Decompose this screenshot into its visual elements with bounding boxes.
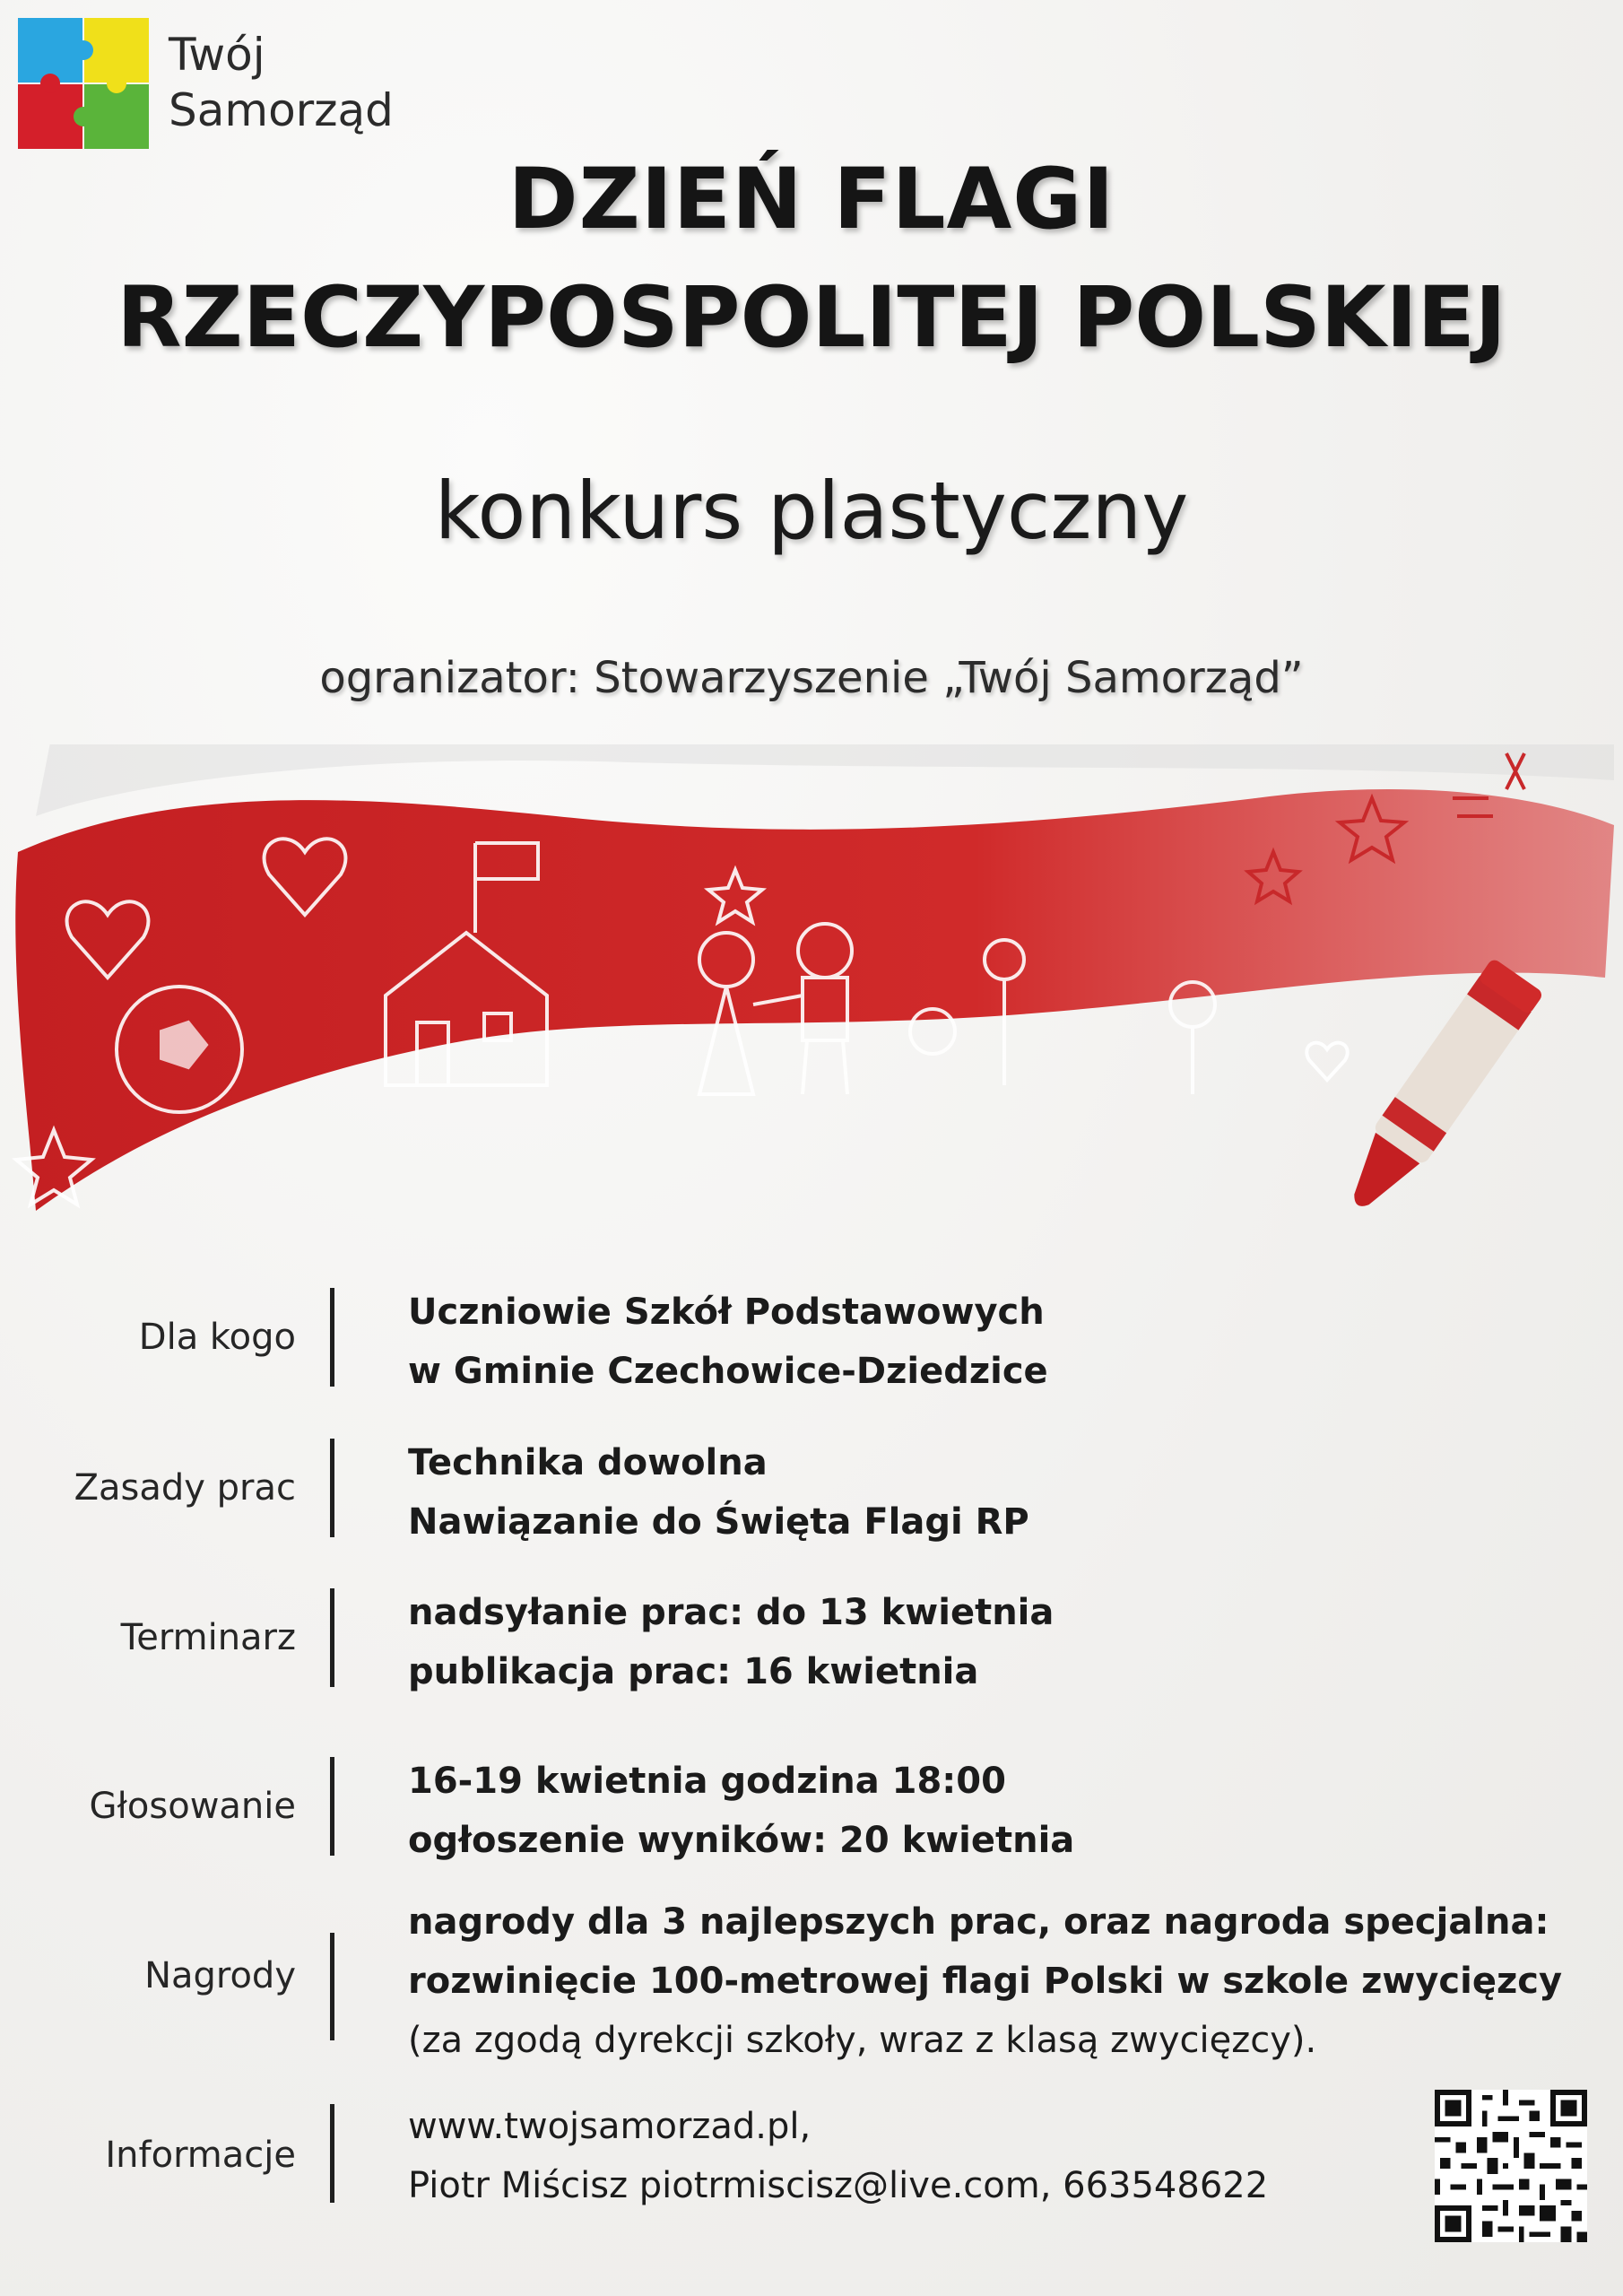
title-line-1: DZIEŃ FLAGI	[508, 151, 1115, 248]
detail-line: (za zgodą dyrekcji szkoły, wraz z klasą zwycięzcy).	[408, 2020, 1317, 2061]
detail-line: nadsyłanie prac: do 13 kwietnia	[408, 1592, 1055, 1633]
flag-drawing-illustration	[0, 744, 1623, 1372]
detail-line: rozwinięcie 100-metrowej flagi Polski w szkole zwycięzcy	[408, 1961, 1563, 2002]
website-link[interactable]: www.twojsamorzad.pl,	[408, 2106, 812, 2147]
detail-line: ogłoszenie wyników: 20 kwietnia	[408, 1820, 1075, 1861]
logo-wordmark	[169, 27, 394, 138]
divider	[330, 1288, 334, 1387]
divider	[330, 1588, 334, 1687]
detail-label: Zasady prac	[74, 1467, 296, 1509]
divider	[330, 2104, 334, 2203]
qr-code-icon[interactable]	[1435, 2090, 1587, 2242]
contact-line[interactable]: Piotr Miścisz piotrmiscisz@live.com, 663548622	[408, 2165, 1269, 2206]
detail-value	[408, 1433, 1029, 1552]
detail-line: publikacja prac: 16 kwietnia	[408, 1651, 979, 1692]
detail-label: Głosowanie	[89, 1786, 296, 1827]
title-line-2: RZECZYPOSPOLITEJ POLSKIEJ	[117, 269, 1506, 367]
detail-label: Terminarz	[120, 1617, 296, 1658]
detail-label: Informacje	[105, 2135, 296, 2176]
detail-line: nagrody dla 3 najlepszych prac, oraz nagroda specjalna:	[408, 1901, 1549, 1943]
organizer-line: ogranizator: Stowarzyszenie „Twój Samorząd”	[319, 653, 1304, 703]
divider	[330, 1933, 334, 2040]
detail-value	[408, 1583, 1054, 1701]
detail-value	[408, 1752, 1074, 1870]
detail-line: Technika dowolna	[408, 1442, 768, 1483]
divider	[330, 1439, 334, 1537]
detail-value	[408, 1283, 1048, 1401]
detail-label: Dla kogo	[138, 1317, 296, 1358]
subtitle: konkurs plastyczny	[434, 465, 1189, 557]
detail-value	[408, 2097, 1268, 2215]
detail-line: Nawiązanie do Święta Flagi RP	[408, 1501, 1029, 1543]
puzzle-logo-icon	[16, 16, 151, 151]
logo-line-2: Samorząd	[169, 84, 394, 136]
logo-line-1: Twój	[169, 29, 265, 81]
detail-label: Nagrody	[144, 1955, 296, 1996]
detail-line: 16-19 kwietnia godzina 18:00	[408, 1761, 1006, 1802]
detail-line: w Gminie Czechowice-Dziedzice	[408, 1351, 1048, 1392]
detail-line: Uczniowie Szkół Podstawowych	[408, 1292, 1045, 1333]
divider	[330, 1757, 334, 1856]
detail-value	[408, 1892, 1562, 2070]
